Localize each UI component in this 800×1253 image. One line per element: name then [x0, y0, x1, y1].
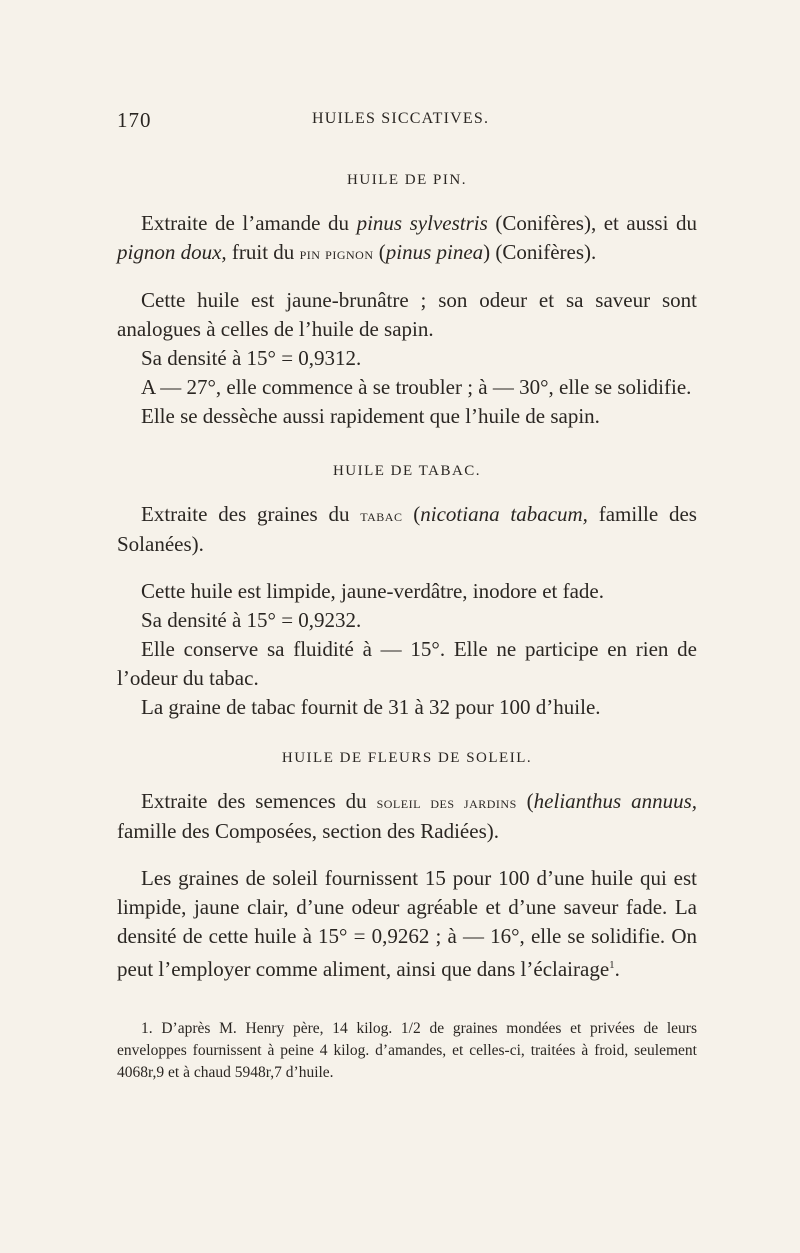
paragraph: [117, 787, 697, 846]
paragraph: Sa densité à 15° = 0,9232.: [141, 608, 362, 632]
paragraph: Cette huile est limpide, jaune-verdâtre, inodore et fade.: [141, 579, 604, 603]
section-title-huile-de-tabac: HUILE DE TABAC.: [332, 463, 482, 479]
paragraph: A — 27°, elle commence à se troubler ; à — 30°, elle se solidifie.: [141, 375, 692, 399]
text-run: Extraite des graines du: [141, 502, 361, 526]
running-title: HUILES SICCATIVES.: [312, 110, 490, 127]
paragraph: Cette huile est jaune-brunâtre ; son odeur et sa saveur sont analogues à celles de l’huile de sapin.: [117, 288, 697, 341]
species-name: pinus pinea: [385, 240, 484, 264]
section-title-huile-de-pin: HUILE DE PIN.: [347, 172, 467, 188]
text-run: (Conifères), et aussi du: [487, 211, 697, 235]
common-name: pin pignon: [299, 244, 374, 263]
footnote: 1. D’après M. Henry père, 14 kilog. 1/2 de graines mondées et privées de leurs enveloppes fournissent à peine 4 kilog. d’amandes, et celles-ci, traitées à froid, seulement 4068r,9 et à chaud 5948r,7 d’huile.: [117, 1020, 697, 1081]
paragraph: [117, 864, 697, 984]
paragraph: [117, 209, 697, 268]
species-name: pignon doux,: [117, 240, 227, 264]
species-name: nicotiana tabacum,: [420, 502, 588, 526]
text-run: .: [614, 957, 620, 981]
text-run: Extraite des semences du: [141, 789, 377, 813]
text-run: (: [516, 789, 534, 813]
paragraph: Sa densité à 15° = 0,9312.: [141, 346, 362, 370]
text-run: Extraite de l’amande du: [141, 211, 357, 235]
paragraph: Elle se dessèche aussi rapidement que l’huile de sapin.: [141, 404, 600, 428]
page-body: [117, 172, 697, 984]
paragraph: [117, 500, 697, 559]
text-run: famille des Composées, section des Radiées).: [117, 819, 499, 843]
species-name: pinus sylvestris: [356, 211, 488, 235]
common-name: tabac: [360, 506, 403, 525]
common-name: soleil des jardins: [376, 793, 517, 812]
text-run: famille des Solanées).: [117, 502, 697, 556]
species-name: helianthus annuus,: [533, 789, 698, 813]
text-run: Les graines de soleil fournissent 15 pour 100 d’une huile qui est limpide, jaune clair, d’une odeur agréable et d’une saveur fade. La densité de cette huile à 15° = 0,9262 ; à — 16°, elle se solidifie. On peut l’employer comme aliment, ainsi que dans l’éclairage: [117, 866, 697, 981]
section-title-huile-de-fleurs-de-soleil: HUILE DE FLEURS DE SOLEIL.: [281, 750, 533, 766]
page-number: 170: [117, 108, 152, 132]
text-run: (: [373, 240, 386, 264]
paragraph: La graine de tabac fournit de 31 à 32 pour 100 d’huile.: [141, 695, 601, 719]
text-run: ) (Conifères).: [483, 240, 597, 264]
text-run: (: [402, 502, 421, 526]
footnote-mark: 1: [609, 959, 615, 971]
paragraph: Elle conserve sa fluidité à — 15°. Elle ne participe en rien de l’odeur du tabac.: [117, 637, 697, 690]
text-run: fruit du: [226, 240, 300, 264]
